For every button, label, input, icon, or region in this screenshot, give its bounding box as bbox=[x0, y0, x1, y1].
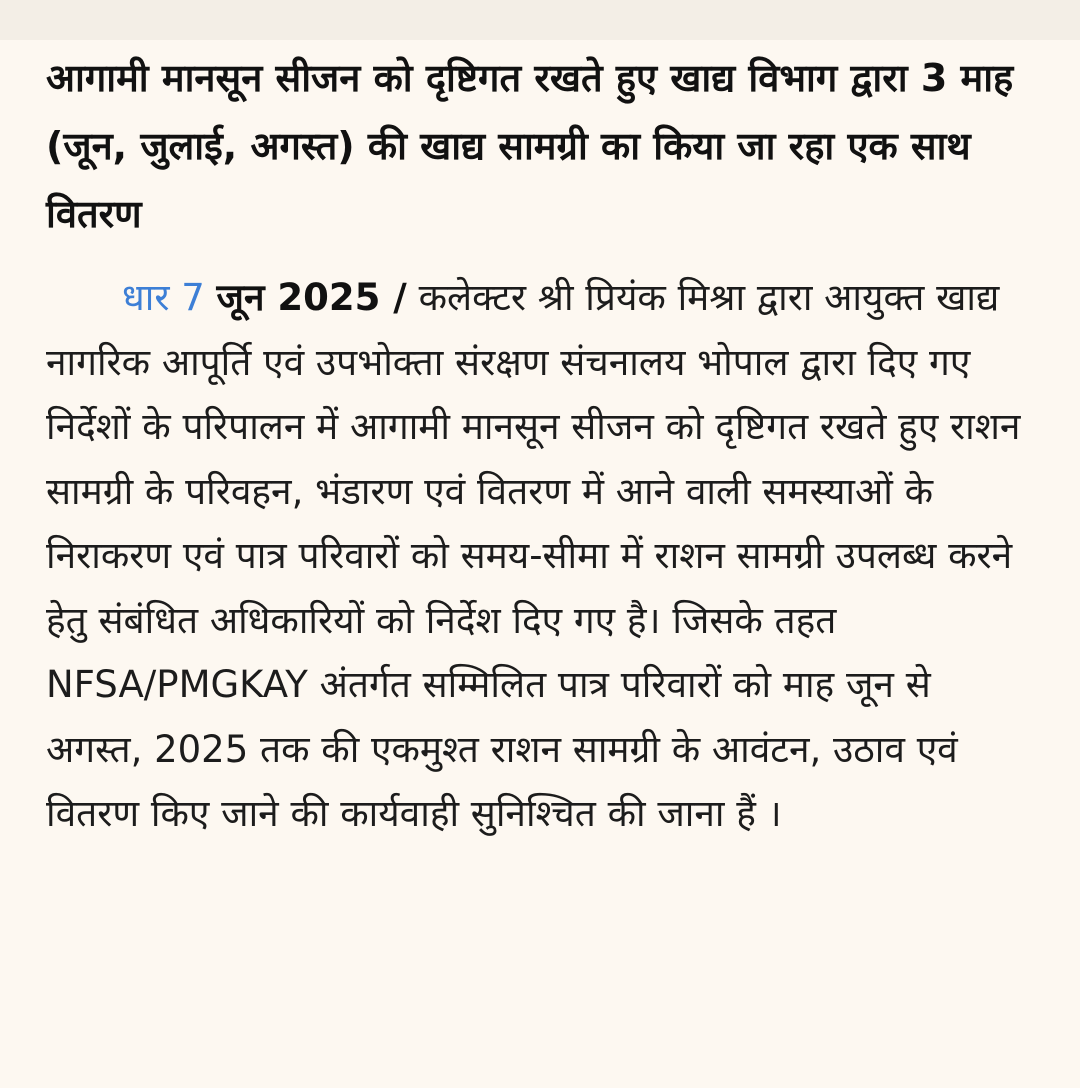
article bbox=[46, 44, 1036, 847]
article-body bbox=[46, 266, 1036, 847]
dateline-date: जून 2025 / bbox=[216, 276, 407, 319]
headline: आगामी मानसून सीजन को दृष्टिगत रखते हुए खाद्य विभाग द्वारा 3 माह (जून, जुलाई, अगस्त) की खाद्य सामग्री का किया जा रहा एक साथ वितरण bbox=[46, 56, 1014, 236]
dateline-place: धार 7 bbox=[122, 276, 205, 319]
top-bar bbox=[0, 0, 1080, 40]
body-text: कलेक्टर श्री प्रियंक मिश्रा द्वारा आयुक्त खाद्य नागरिक आपूर्ति एवं उपभोक्ता संरक्षण संचनालय भोपाल द्वारा दिए गए निर्देशों के परिपालन में आगामी मानसून सीजन को दृष्टिगत रखते हुए राशन सामग्री के परिवहन, भंडारण एवं वितरण में आने वाली समस्याओं के निराकरण एवं पात्र परिवारों को समय-सीमा में राशन सामग्री उपलब्ध करने हेतु संबंधित अधिकारियों को निर्देश दिए गए है। जिसके तहत NFSA/PMGKAY अंतर्गत सम्मिलित पात्र परिवारों को माह जून से अगस्त, 2025 तक की एकमुश्त राशन सामग्री के आवंटन, उठाव एवं वितरण किए जाने की कार्यवाही सुनिश्चित की जाना हैं । bbox=[46, 276, 1021, 835]
